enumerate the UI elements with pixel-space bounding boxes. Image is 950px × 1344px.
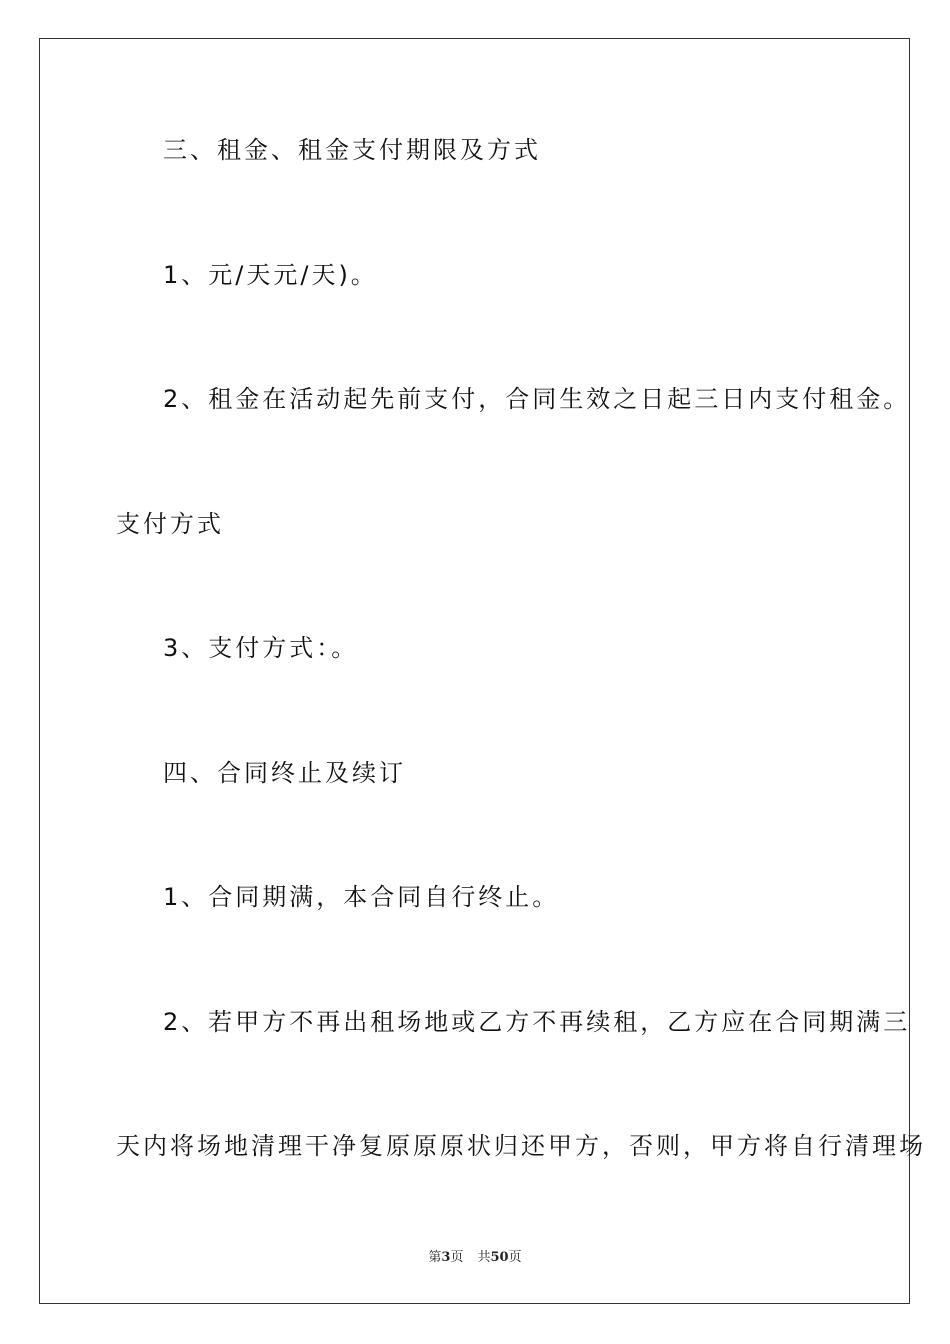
section-heading-termination: 四、合同终止及续订 xyxy=(163,759,406,787)
paragraph-contract-expiry: 1、合同期满，本合同自行终止。 xyxy=(163,883,560,911)
section-heading-rent: 三、租金、租金支付期限及方式 xyxy=(163,136,541,164)
footer-page-suffix: 页 xyxy=(450,1250,464,1265)
page-footer xyxy=(0,1246,950,1265)
paragraph-rent-rate: 1、元/天元/天)。 xyxy=(163,261,378,289)
paragraph-payment-method-label: 支付方式 xyxy=(116,510,224,538)
footer-total-prefix: 共 xyxy=(477,1250,491,1265)
paragraph-rent-payment-time: 2、租金在活动起先前支付，合同生效之日起三日内支付租金。 xyxy=(163,385,911,413)
page-border xyxy=(39,38,910,1304)
footer-total-suffix: 页 xyxy=(508,1250,522,1265)
footer-page-prefix: 第 xyxy=(428,1250,442,1265)
paragraph-no-renewal: 2、若甲方不再出租场地或乙方不再续租，乙方应在合同期满三 xyxy=(163,1008,911,1036)
footer-total-pages: 50 xyxy=(490,1250,509,1265)
paragraph-no-renewal-continued: 天内将场地清理干净复原原原状归还甲方，否则，甲方将自行清理场 xyxy=(116,1132,926,1160)
footer-page-number: 3 xyxy=(441,1250,451,1265)
paragraph-payment-method: 3、支付方式：。 xyxy=(163,634,359,662)
